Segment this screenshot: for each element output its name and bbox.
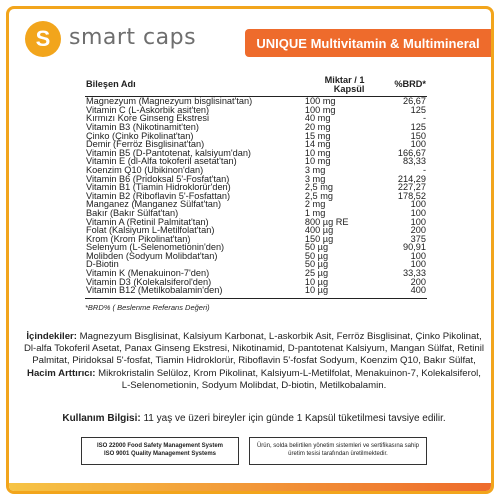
cell-name: Vitamin B12 (Metilkobalamin'den): [86, 285, 223, 296]
cell-name: Vitamin K (Menakuinon-7'den): [86, 268, 210, 279]
cell-brd: 100: [410, 259, 426, 270]
cell-brd: 125: [410, 104, 426, 115]
filler-text: Mikrokristalin Selüloz, Krom Pikolinat, Kalsiyum-L-Metilfolat, Menakuinon-7, Kolekalsiferol, L-Selenometionin, Sodyum Molibdat, D-biotin, Metilkobalamin.: [98, 367, 481, 391]
cell-amount: 100 mg: [304, 96, 336, 107]
cell-amount: 100 mg: [304, 104, 336, 115]
cell-brd: 214,29: [397, 173, 426, 184]
cell-brd: 200: [410, 225, 426, 236]
cert-note: Ürün, solda belirtilen yönetim sistemleri ve sertifikasına sahip üretim tesisi tarafından üretilmektedir.: [249, 437, 427, 465]
cell-brd: 83,33: [403, 156, 426, 167]
cell-amount: 2,5 mg: [304, 182, 333, 193]
cell-amount: 15 mg: [304, 130, 331, 141]
usage-label: Kullanım Bilgisi:: [62, 413, 141, 424]
cell-brd: 100: [410, 199, 426, 210]
cell-name: Vitamin B6 (Pridoksal 5'-Fosfat'tan): [86, 173, 230, 184]
usage-block: [23, 413, 485, 426]
cell-brd: -: [422, 113, 426, 124]
cell-name: Vitamin E (dl-Alfa tokoferil asetat'tan): [86, 156, 237, 167]
cell-amount: 50 µg: [304, 242, 329, 253]
cell-brd: 26,67: [403, 96, 426, 107]
cell-amount: 10 µg: [304, 285, 329, 296]
cell-amount: 10 mg: [304, 156, 331, 167]
cell-amount: 400 µg: [304, 225, 334, 236]
cell-name: Demir (Ferröz Bisglisinat'tan): [86, 139, 205, 150]
cell-name: Bakır (Bakır Sülfat'tan): [86, 207, 179, 218]
cell-amount: 2 mg: [304, 199, 326, 210]
product-title: UNIQUE Multivitamin & Multimineral: [245, 29, 491, 57]
cell-amount: 1 mg: [304, 207, 326, 218]
cell-brd: 166,67: [397, 147, 426, 158]
cell-brd: 100: [410, 216, 426, 227]
cell-name: Manganez (Manganez Sülfat'tan): [86, 199, 222, 210]
cell-amount: 2,5 mg: [304, 190, 333, 201]
cell-brd: 33,33: [403, 268, 426, 279]
cell-amount: 40 mg: [304, 113, 331, 124]
cell-name: Vitamin B1 (Tiamin Hidroklorür'den): [86, 182, 231, 193]
cell-amount: 3 mg: [304, 164, 326, 175]
cell-amount: 20 mg: [304, 121, 331, 132]
cell-brd: 100: [410, 250, 426, 261]
usage-text: 11 yaş ve üzeri bireyler için günde 1 Kapsül tüketilmesi tavsiye edilir.: [143, 413, 446, 424]
cell-name: Koenzim Q10 (Ubikinon'dan): [86, 164, 204, 175]
header: [9, 9, 491, 65]
cell-amount: 800 µg RE: [304, 216, 349, 227]
cell-brd: 90,91: [403, 242, 426, 253]
cell-name: Selenyum (L-Selenometionin'den): [86, 242, 225, 253]
ingredients-text: Magnezyum Bisglisinat, Kalsiyum Karbonat, L-askorbik Asit, Ferröz Bisglisinat, Çinko Pikolinat, Dl-alfa Tokoferil Asetat, Panax Ginseng Ekstresi, Nikotinamid, D-pantotenat Kalsiyum, Mangan Sülfat, Retinil Palmitat, Piridoksal 5'-fosfat, Tiamin Hidroklorür, Riboflavin 5'-fosfat Sodyum, Koenzim Q10, Bakır Sülfat,: [23, 331, 484, 367]
cell-amount: 10 mg: [304, 147, 331, 158]
cell-amount: 50 µg: [304, 250, 329, 261]
cell-amount: 50 µg: [304, 259, 329, 270]
table-row: [85, 252, 427, 261]
cert-iso22000: ISO 22000 Food Safety Management System: [96, 443, 224, 449]
cell-brd: 375: [410, 233, 426, 244]
cell-name: Krom (Krom Pikolinat'tan): [86, 233, 191, 244]
cell-name: Kırmızı Kore Ginseng Ekstresi: [86, 113, 210, 124]
cell-brd: 125: [410, 121, 426, 132]
cell-name: Vitamin B5 (D-Pantotenat, kalsiyum'dan): [86, 147, 251, 158]
cell-name: Folat (Kalsiyum L-Metilfolat'tan): [86, 225, 215, 236]
cell-name: Vitamin C (L-Askorbik asit'ten): [86, 104, 210, 115]
cell-name: D-Biotin: [86, 259, 119, 270]
cell-amount: 10 µg: [304, 276, 329, 287]
cell-brd: 178,52: [397, 190, 426, 201]
cell-brd: 150: [410, 130, 426, 141]
ingredients-label: İçindekiler:: [26, 331, 77, 342]
nutrition-table: [85, 74, 427, 312]
cell-name: Çinko (Çinko Pikolinat'tan): [86, 130, 194, 141]
cell-brd: -: [422, 164, 426, 175]
cell-amount: 3 mg: [304, 173, 326, 184]
header-brd: %BRD*: [365, 74, 427, 97]
cell-brd: 200: [410, 276, 426, 287]
table-row: [85, 286, 427, 298]
cell-name: Vitamin B3 (Nikotinamit'ten): [86, 121, 199, 132]
cert-iso9001: ISO 9001 Quality Management Systems: [103, 451, 217, 457]
cell-name: Vitamin B2 (Riboflavin 5'-Fosfattan): [86, 190, 231, 201]
cell-name: Vitamin D3 (Kolekalsiferol'den): [86, 276, 212, 287]
footer: [9, 427, 491, 491]
filler-label: Hacim Arttırıcı:: [27, 367, 96, 379]
cell-amount: 25 µg: [304, 268, 329, 279]
ingredients-block: [23, 331, 485, 392]
cell-brd: 400: [410, 285, 426, 296]
header-amount: Miktar / 1 Kapsül: [304, 74, 366, 97]
cell-amount: 14 mg: [304, 139, 331, 150]
cell-brd: 100: [410, 139, 426, 150]
bottom-accent-bar: [9, 483, 491, 491]
label-frame: [6, 6, 494, 494]
brand-name: smart caps: [69, 25, 197, 50]
cell-name: Molibden (Sodyum Molibdat'tan): [86, 250, 218, 261]
cell-brd: 227,27: [397, 182, 426, 193]
cert-box: [81, 437, 239, 465]
cell-brd: 100: [410, 207, 426, 218]
cell-name: Vitamin A (Retinil Palmitat'tan): [86, 216, 209, 227]
logo-icon: S: [25, 21, 61, 57]
cell-amount: 150 µg: [304, 233, 334, 244]
cell-name: Magnezyum (Magnezyum bisglisinat'tan): [86, 96, 253, 107]
header-name: Bileşen Adı: [85, 74, 304, 97]
brd-note: *BRD% ( Beslenme Referans Değeri): [85, 302, 210, 312]
